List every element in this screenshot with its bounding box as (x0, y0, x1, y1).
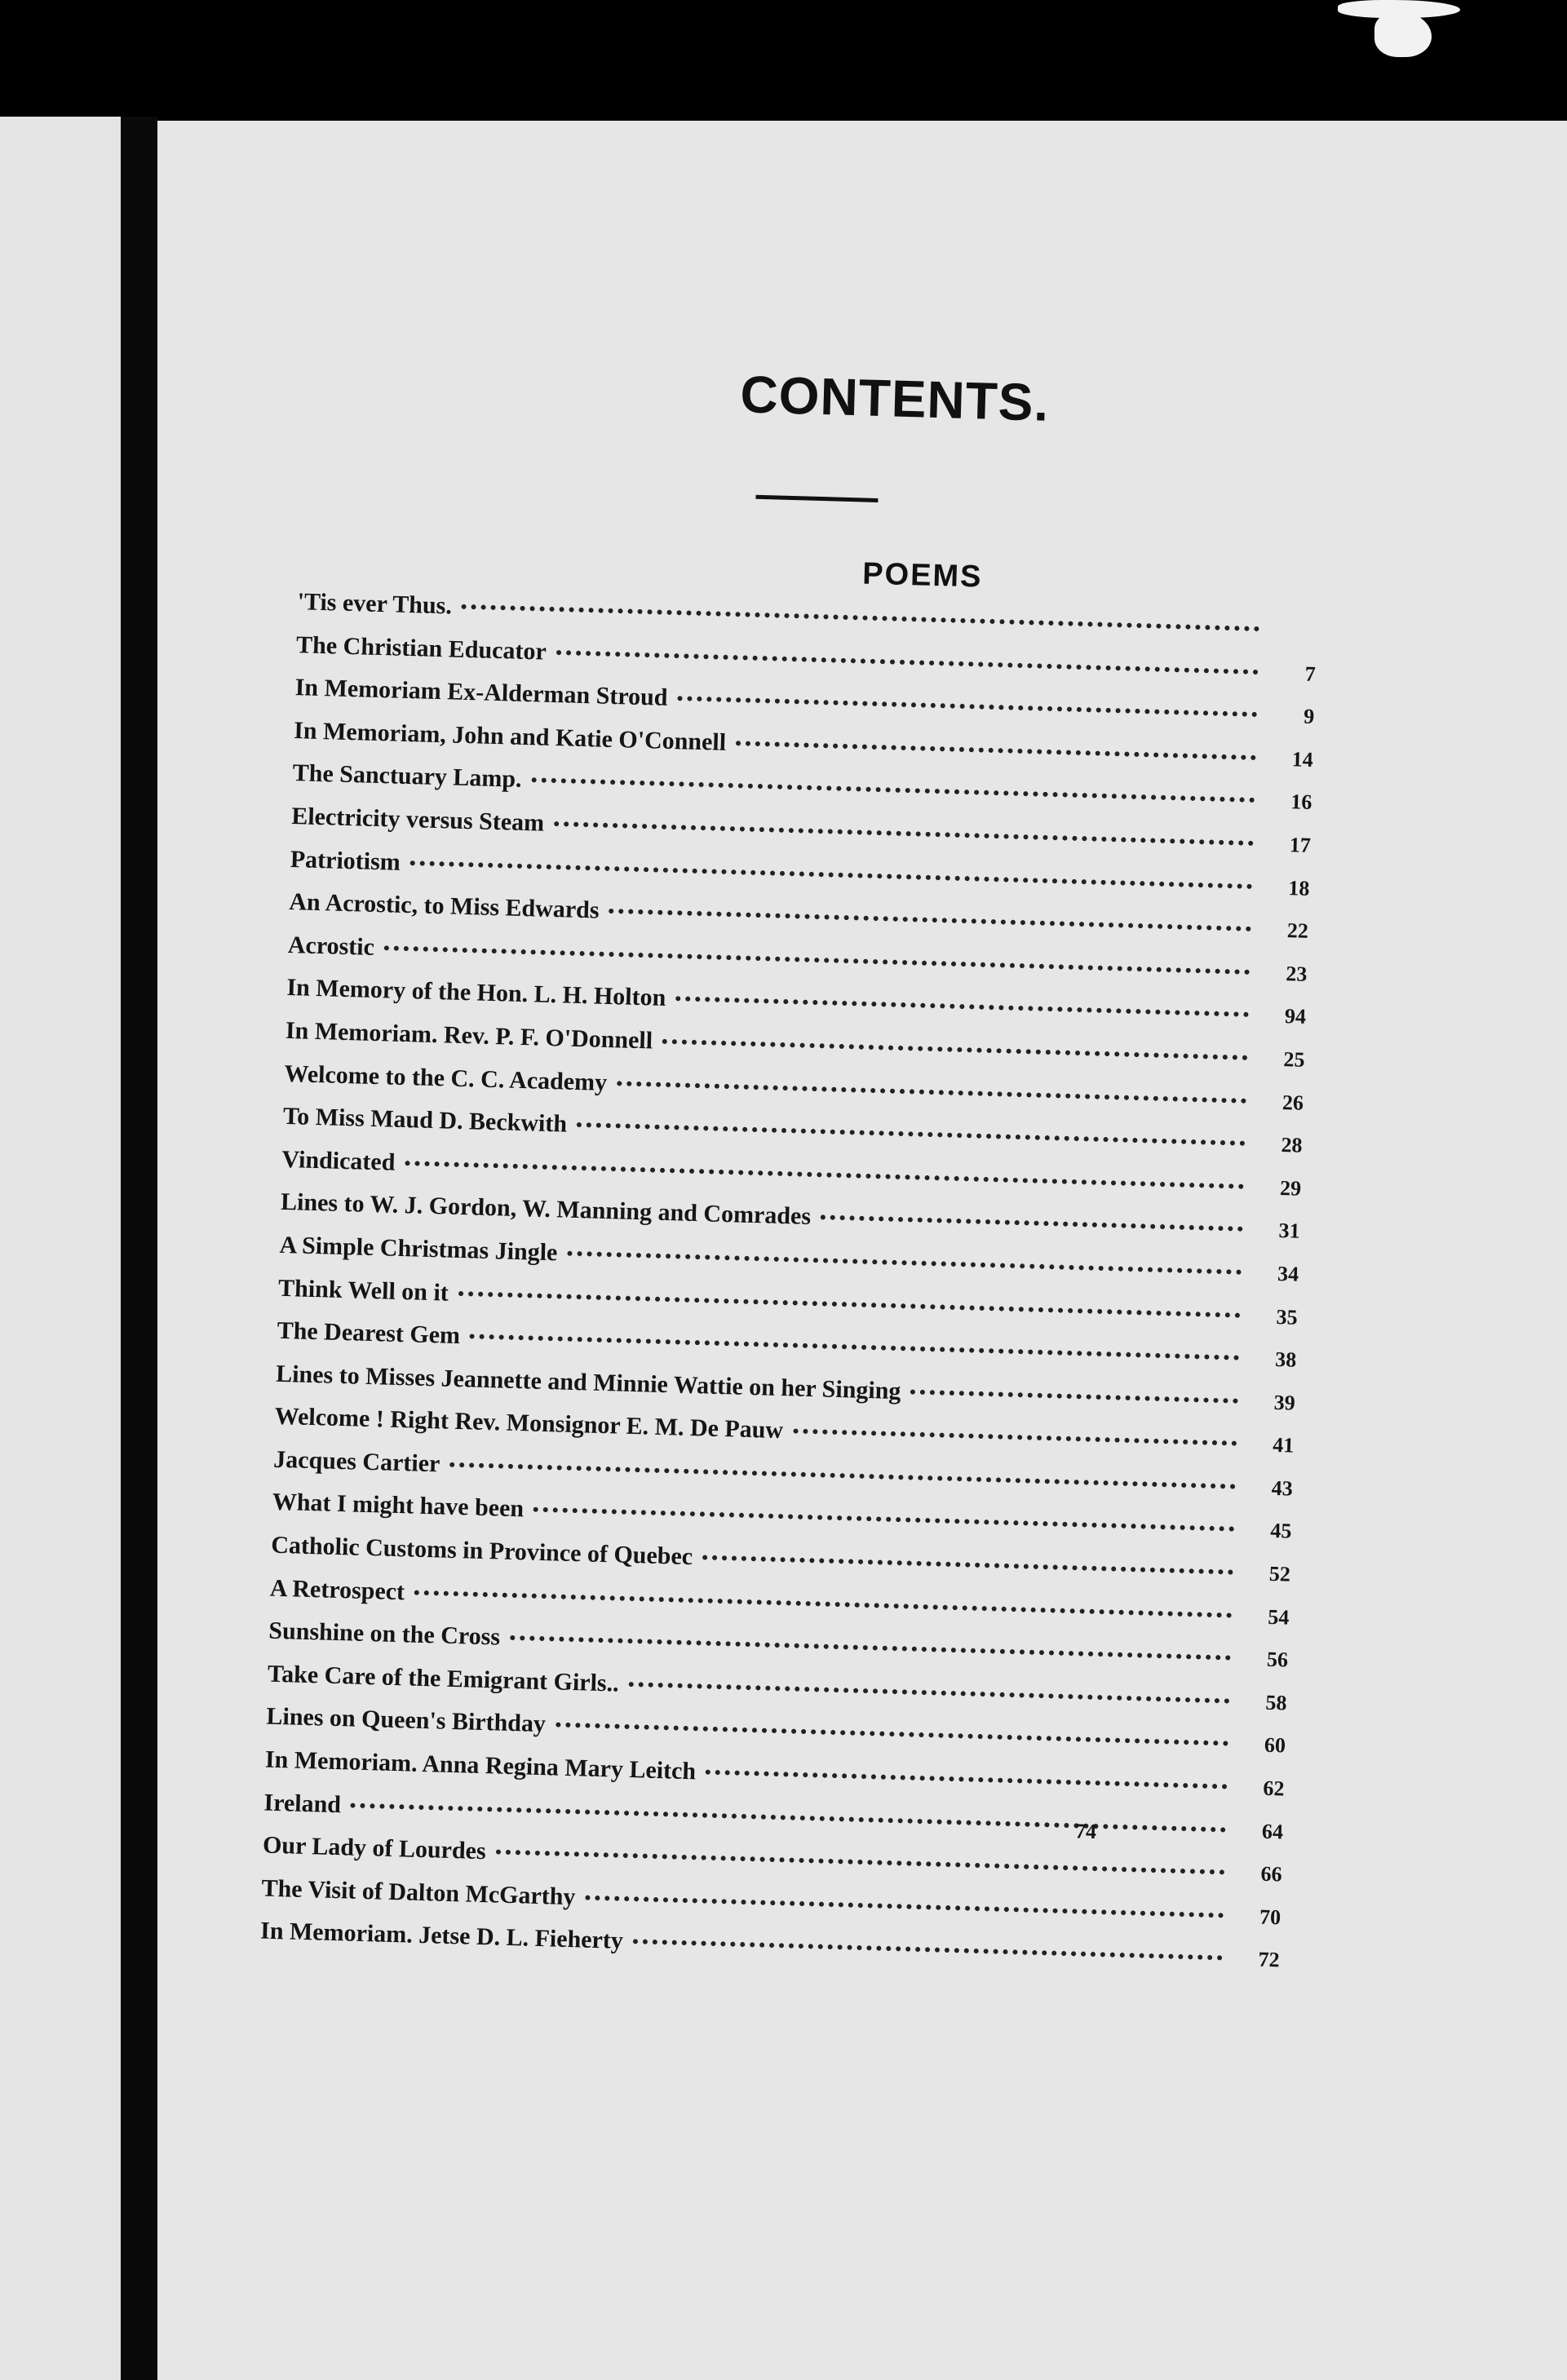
dot-leader (910, 1389, 1238, 1403)
entry-title: Jacques Cartier (272, 1445, 440, 1478)
dot-leader (736, 741, 1256, 760)
entry-page-number: 60 (1264, 1733, 1286, 1758)
trailing-page-number: 74 (1074, 1819, 1097, 1844)
entry-page-number: 16 (1290, 790, 1312, 815)
contents-list (259, 588, 1317, 1988)
entry-title: An Acrostic, to Miss Edwards (288, 888, 600, 924)
dot-leader (629, 1682, 1230, 1704)
entry-page-number: 58 (1265, 1690, 1287, 1715)
dot-leader (793, 1429, 1237, 1446)
entry-title: A Simple Christmas Jingle (279, 1231, 558, 1267)
entry-page-number: 94 (1284, 1004, 1307, 1029)
entry-page-number: 22 (1286, 918, 1309, 944)
dot-leader (633, 1940, 1223, 1961)
entry-title: Our Lady of Lourdes (262, 1831, 487, 1865)
section-heading: POEMS (861, 556, 984, 595)
entry-title: In Memoriam. Jetse D. L. Fieherty (259, 1917, 624, 1955)
dot-leader (662, 1039, 1248, 1060)
entry-title: 'Tis ever Thus. (297, 588, 453, 620)
entry-title: Catholic Customs in Province of Quebec (270, 1531, 693, 1571)
entry-title: Welcome to the C. C. Academy (284, 1059, 608, 1096)
dot-leader (609, 909, 1251, 931)
entry-title: What I might have been (272, 1489, 525, 1523)
entry-title: In Memoriam. Anna Regina Mary Leitch (264, 1745, 697, 1785)
book-gutter (121, 117, 157, 2380)
entry-page-number: 28 (1281, 1133, 1303, 1157)
entry-title: The Christian Educator (295, 630, 547, 666)
entry-page-number: 17 (1289, 833, 1312, 857)
entry-title: Electricity versus Steam (290, 803, 545, 837)
entry-title: In Memoriam, John and Katie O'Connell (293, 716, 727, 756)
entry-title: Acrostic (287, 931, 375, 961)
entry-page-number: 45 (1269, 1519, 1292, 1544)
dot-leader (706, 1770, 1228, 1789)
entry-title: To Miss Maud D. Beckwith (282, 1103, 568, 1138)
dot-leader (675, 997, 1249, 1018)
entry-page-number: 35 (1276, 1304, 1299, 1329)
entry-page-number: 70 (1259, 1904, 1281, 1930)
entry-page-number: 7 (1304, 661, 1317, 686)
entry-title: In Memoriam. Rev. P. F. O'Donnell (285, 1016, 653, 1055)
entry-page-number: 9 (1303, 704, 1315, 729)
dot-leader (677, 696, 1257, 717)
dot-leader (821, 1215, 1243, 1232)
entry-title: In Memory of the Hon. L. H. Holton (286, 974, 666, 1012)
dot-leader (585, 1895, 1224, 1918)
entry-page-number: 54 (1267, 1604, 1290, 1630)
entry-page-number (1268, 636, 1317, 638)
entry-page-number: 31 (1278, 1219, 1301, 1244)
entry-title: Lines on Queen's Birthday (266, 1703, 547, 1738)
entry-page-number: 18 (1287, 875, 1310, 900)
facing-page-edge (0, 117, 121, 2380)
entry-page-number: 72 (1258, 1948, 1281, 1972)
entry-title: The Visit of Dalton McGarthy (261, 1874, 576, 1911)
page-title: CONTENTS. (739, 365, 1051, 432)
entry-title: Patriotism (290, 845, 401, 876)
entry-title: The Sanctuary Lamp. (292, 759, 523, 794)
entry-page-number: 62 (1263, 1776, 1285, 1801)
dot-leader (702, 1555, 1233, 1575)
entry-page-number: 29 (1279, 1175, 1302, 1201)
entry-page-number: 38 (1274, 1347, 1297, 1372)
entry-title: Take Care of the Emigrant Girls.. (267, 1660, 620, 1697)
entry-page-number: 64 (1261, 1819, 1284, 1844)
entry-title: Vindicated (281, 1145, 396, 1176)
entry-page-number: 23 (1286, 961, 1308, 986)
entry-page-number: 39 (1273, 1390, 1296, 1415)
entry-page-number: 66 (1260, 1861, 1282, 1887)
entry-title: Welcome ! Right Rev. Monsignor E. M. De Pauw (274, 1403, 784, 1444)
entry-page-number: 43 (1271, 1475, 1294, 1501)
entry-page-number: 25 (1283, 1047, 1305, 1072)
entry-title: In Memoriam Ex-Alderman Stroud (294, 674, 668, 712)
entry-title: Think Well on it (277, 1274, 449, 1307)
entry-title: The Dearest Gem (277, 1316, 461, 1350)
entry-title: Lines to W. J. Gordon, W. Manning and Comrades (280, 1188, 812, 1231)
table-of-contents (157, 121, 1567, 2380)
scan-artifact (1374, 12, 1432, 57)
dot-leader (617, 1081, 1246, 1104)
entry-title: Lines to Misses Jeannette and Minnie Wattie on her Singing (275, 1360, 901, 1405)
title-rule (755, 495, 878, 502)
entry-page-number: 52 (1268, 1561, 1291, 1586)
entry-title: Sunshine on the Cross (268, 1617, 501, 1651)
entry-title: A Retrospect (269, 1574, 405, 1605)
entry-page-number: 41 (1272, 1433, 1295, 1458)
entry-page-number: 56 (1266, 1648, 1289, 1672)
entry-title: Ireland (263, 1789, 342, 1818)
entry-page-number: 14 (1291, 747, 1314, 772)
entry-page-number: 26 (1281, 1090, 1304, 1115)
contents-page (157, 121, 1567, 2380)
entry-page-number: 34 (1277, 1261, 1299, 1286)
dot-leader (462, 604, 1260, 631)
